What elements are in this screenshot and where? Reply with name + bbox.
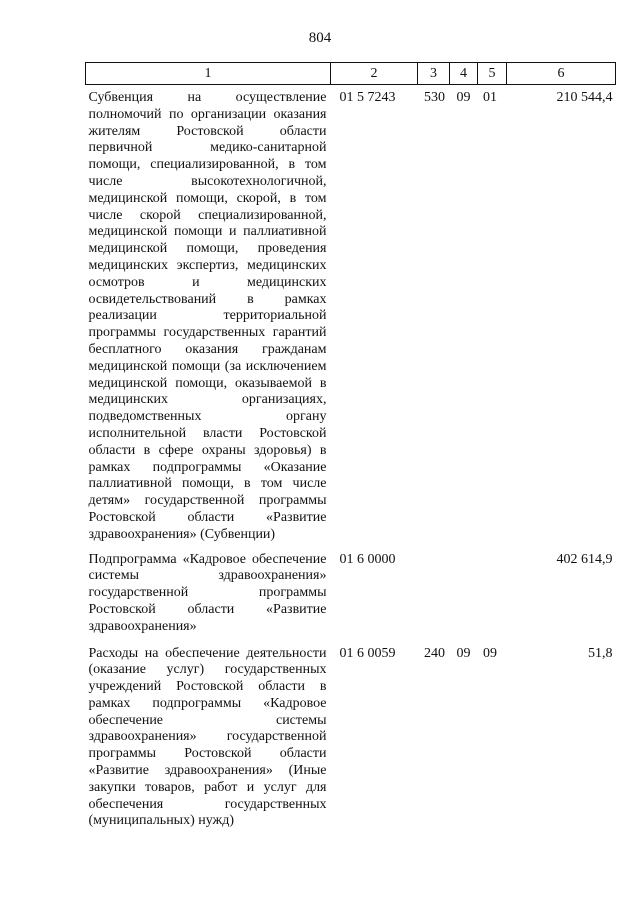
row-col5 (478, 549, 507, 643)
row-code: 01 6 0059 (339, 645, 396, 661)
row-col5: 01 (483, 90, 497, 105)
page-number: 804 (308, 30, 332, 46)
header-col-2: 2 (331, 63, 418, 85)
header-col-1: 1 (86, 63, 331, 85)
row-col3: 530 (424, 90, 445, 105)
row-col3: 240 (424, 645, 445, 661)
row-col4: 09 (456, 645, 471, 661)
header-row (86, 63, 616, 85)
row-col3 (418, 549, 450, 643)
budget-table (85, 62, 616, 835)
row-code: 01 6 0000 (339, 551, 396, 567)
row-code: 01 5 7243 (339, 90, 396, 105)
table-row (86, 85, 616, 549)
row-amount: 402 614,9 (556, 551, 613, 567)
header-col-3: 3 (418, 63, 450, 85)
row-col4: 09 (456, 90, 471, 105)
row-amount: 51,8 (588, 645, 613, 661)
row-description: Расходы на обеспечение деятельности (оказание услуг) государственных учреждений Ростовской области в рамках подпрограммы «Кадровое обеспечение системы здравоохранения» государственной программы Ростовской области «Развитие здравоохранения» (Иные закупки товаров, работ и услуг для обеспечения государственных (муниципальных) нужд) (88, 645, 327, 829)
table-row (86, 549, 616, 643)
header-col-5: 5 (478, 63, 507, 85)
row-description: Субвенция на осуществление полномочий по организации оказания жителям Ростовской области первичной медико-санитарной помощи, специализированной, в том числе высокотехнологичной, медицинской помощи, скорой, в том числе скорой специализированной, медицинской помощи и паллиативной медицинской помощи, проведения медицинских экспертиз, медицинских осмотров и медицинских освидетельствований в рамках реализации территориальной программы государственных гарантий бесплатного оказания гражданам медицинской помощи (за исключением медицинской помощи, оказываемой в медицинских организациях, подведомственных органу исполнительной власти Ростовской области в сфере охраны здоровья) в рамках подпрограммы «Оказание паллиативной помощи, в том числе детям» государственной программы Ростовской области «Развитие здравоохранения» (Субвенции) (88, 90, 327, 542)
table-row (86, 643, 616, 836)
row-amount: 210 544,4 (556, 90, 613, 105)
row-col5: 09 (483, 645, 497, 661)
header-col-4: 4 (450, 63, 478, 85)
row-col4 (450, 549, 478, 643)
row-description: Подпрограмма «Кадровое обеспечение системы здравоохранения» государственной программы Ростовской области «Развитие здравоохранения» (88, 551, 327, 634)
header-col-6: 6 (507, 63, 616, 85)
